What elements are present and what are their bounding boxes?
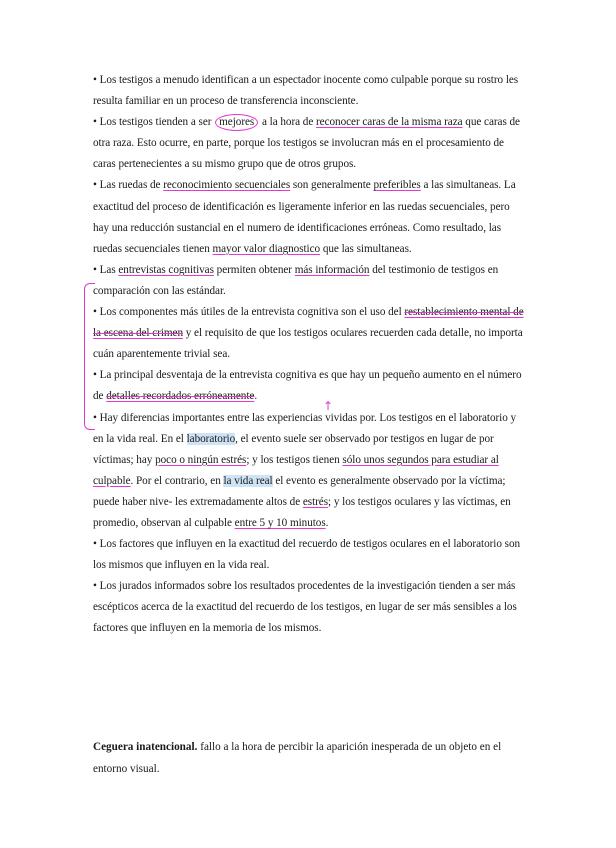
up-arrow-icon: ↑ (323, 399, 334, 413)
underlined-phrase: más información (294, 263, 370, 276)
bullet-paragraph (93, 576, 525, 639)
underlined-phrase: entre 5 y 10 minutos (234, 516, 326, 529)
text-run: • La principal desventaja de la entrevista cognitiva es que hay un pequeño aumento en el número de (93, 369, 522, 403)
underlined-phrase: poco o ningún estrés (155, 453, 247, 466)
text-run: • Los componentes más útiles de la entrevista cognitiva son el uso del (93, 306, 405, 319)
underlined-phrase: reconocer caras de la misma raza (316, 116, 463, 129)
definition-paragraph (93, 736, 525, 780)
text-run: . Por el contrario, en (130, 474, 224, 487)
bullet-paragraph (93, 260, 525, 302)
text-run: ; y los testigos oculares y las víctimas, en promedio, observan al culpable (93, 495, 511, 529)
text-run: , el evento suele ser observado por testigos en lugar de por víctimas; hay (93, 432, 494, 466)
text-run: del testimonio de testigos en comparación con las estándar. (93, 263, 499, 297)
text-run: son generalmente (290, 179, 374, 192)
struck-phrase: detalles recordados erróneamente (106, 390, 255, 403)
text-run: a las simultaneas. La exactitud del proceso de identificación es ligeramente inferior en las ruedas secuenciales, pero hay una reducción sustancial en el numero de identificaciones erróneas. Como resultado, las ruedas secuenciales tienen (93, 179, 516, 255)
circled-word: mejores (215, 114, 258, 131)
text-run: a la hora de (259, 116, 316, 129)
definition-text: fallo a la hora de percibir la aparición inesperada de un objeto en el entorno visual. (93, 741, 502, 775)
underlined-phrase: sólo unos segundos para estudiar al culpable (93, 453, 499, 487)
definition-term: Ceguera inatencional. (93, 741, 198, 753)
text-run: el evento es generalmente observado por la víctima; puede haber nive- les extremadamente altos de (93, 474, 506, 508)
text-run: • Los factores que influyen en la exactitud del recuerdo de testigos oculares en el laboratorio son los mismos que influyen en la vida real. (93, 538, 521, 572)
underlined-phrase: reconocimiento secuenciales (163, 179, 291, 192)
bullet-paragraph (93, 175, 525, 259)
document-body (93, 70, 525, 640)
text-run: • Las (93, 263, 119, 276)
blue-highlight: laboratorio (186, 432, 236, 445)
blue-highlight: la vida real (223, 474, 273, 487)
underlined-phrase: mayor valor diagnostico (212, 242, 321, 255)
bullet-paragraph (93, 408, 525, 535)
text-run: que caras de otra raza. Esto ocurre, en parte, porque los testigos se involucran más en el procesamiento de caras pertenecientes a su mismo grupo que de otros grupos. (93, 116, 520, 171)
underlined-phrase: entrevistas cognitivas (118, 263, 214, 276)
struck-phrase: restablecimiento mental de la escena del crimen (93, 306, 524, 340)
text-run: . (325, 516, 329, 529)
text-run: permiten obtener (213, 263, 295, 276)
underlined-phrase: estrés (302, 495, 329, 508)
text-run: • Los testigos tienden a ser (93, 116, 215, 129)
text-run: • Los jurados informados sobre los resultados procedentes de la investigación tienden a ser más escépticos acerca de la exactitud del recuerdo de los testigos, en lugar de ser más sensibles a los factores que influyen en la memoria de los mismos. (93, 580, 517, 635)
text-run: y el requisito de que los testigos oculares recuerden cada detalle, no importa cuán aparentemente trivial sea. (93, 327, 523, 361)
text-run: que las simultaneas. (320, 242, 412, 255)
text-run: • Las ruedas de (93, 179, 164, 192)
text-run: ; y los testigos tienen (246, 453, 343, 466)
bullet-paragraph (93, 365, 525, 407)
underlined-phrase: preferibles (373, 179, 421, 192)
text-run: • Los testigos a menudo identifican a un espectador inocente como culpable porque su rostro les resulta familiar en un proceso de transferencia inconsciente. (93, 74, 519, 108)
bullet-paragraph (93, 112, 525, 175)
text-run: . (254, 390, 258, 403)
text-run: • Hay diferencias importantes entre las experiencias vividas por. Los testigos en el laboratorio y en la vida real. En el (93, 411, 517, 445)
bullet-paragraph (93, 302, 525, 365)
bullet-paragraph (93, 70, 525, 112)
bullet-paragraph (93, 534, 525, 576)
